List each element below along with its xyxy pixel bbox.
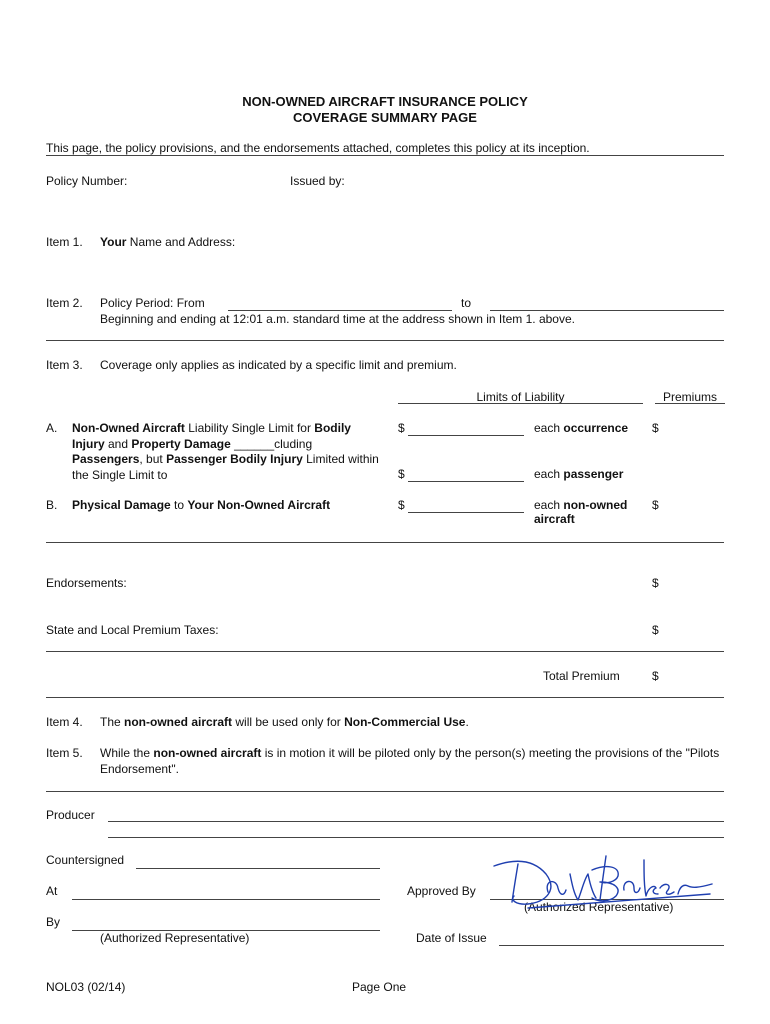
coverage-b-limit-field[interactable] bbox=[408, 512, 524, 513]
issued-by-label: Issued by: bbox=[290, 174, 345, 188]
coverage-a-passenger-dollar: $ bbox=[398, 467, 405, 481]
item5-number: Item 5. bbox=[46, 746, 83, 760]
form-number: NOL03 (02/14) bbox=[46, 980, 126, 994]
item1-number: Item 1. bbox=[46, 235, 83, 249]
each-occurrence-label: each occurrence bbox=[534, 421, 629, 435]
coverage-a-letter: A. bbox=[46, 421, 58, 435]
limits-header: Limits of Liability bbox=[476, 390, 565, 404]
premiums-header-underline bbox=[655, 403, 725, 404]
approved-by-label: Approved By bbox=[407, 884, 476, 898]
policy-period-from-field[interactable] bbox=[228, 310, 452, 311]
divider bbox=[46, 340, 724, 341]
coverage-a-premium-dollar: $ bbox=[652, 421, 659, 435]
item3-text: Coverage only applies as indicated by a specific limit and premium. bbox=[100, 358, 457, 372]
item4-number: Item 4. bbox=[46, 715, 83, 729]
each-passenger-label: each passenger bbox=[534, 467, 624, 481]
divider bbox=[46, 697, 724, 698]
coverage-b-premium-dollar: $ bbox=[652, 498, 659, 512]
taxes-label: State and Local Premium Taxes: bbox=[46, 623, 219, 637]
at-field[interactable] bbox=[72, 899, 380, 900]
endorsements-dollar: $ bbox=[652, 576, 659, 590]
by-label: By bbox=[46, 915, 61, 929]
total-premium-label: Total Premium bbox=[543, 669, 620, 683]
intro-text: This page, the policy provisions, and the endorsements attached, completes this policy at its inception. bbox=[46, 141, 590, 155]
document-title: NON-OWNED AIRCRAFT INSURANCE POLICY bbox=[242, 94, 528, 109]
each-non-owned-aircraft-label: each non-owned aircraft bbox=[534, 498, 628, 526]
coverage-b-dollar: $ bbox=[398, 498, 405, 512]
countersigned-field[interactable] bbox=[136, 868, 380, 869]
taxes-dollar: $ bbox=[652, 623, 659, 637]
authorized-representative-right: (Authorized Representative) bbox=[524, 900, 674, 914]
coverage-a-passenger-limit-field[interactable] bbox=[408, 481, 524, 482]
policy-period-from-label: Policy Period: From bbox=[100, 296, 205, 310]
divider bbox=[46, 791, 724, 792]
item2-number: Item 2. bbox=[46, 296, 83, 310]
divider bbox=[46, 155, 724, 156]
date-of-issue-label: Date of Issue bbox=[416, 931, 487, 945]
coverage-b-description: Physical Damage to Your Non-Owned Aircraft bbox=[72, 498, 331, 512]
policy-period-to-field[interactable] bbox=[490, 310, 724, 311]
signature-image bbox=[488, 850, 718, 915]
divider bbox=[46, 651, 724, 652]
policy-period-description: Beginning and ending at 12:01 a.m. standard time at the address shown in Item 1. above. bbox=[100, 312, 575, 326]
page-number: Page One bbox=[352, 980, 407, 994]
endorsements-label: Endorsements: bbox=[46, 576, 127, 590]
coverage-a-description: Non-Owned Aircraft Liability Single Limit for Bodily Injury and Property Damage ______cluding Passengers, but Passenger Bodily Injury Limited within the Single Limit to bbox=[72, 421, 379, 482]
authorized-representative-left: (Authorized Representative) bbox=[100, 931, 250, 945]
item4-text: The non-owned aircraft will be used only for Non-Commercial Use. bbox=[100, 715, 469, 729]
date-of-issue-field[interactable] bbox=[499, 945, 724, 946]
limits-header-underline bbox=[398, 403, 643, 404]
producer-field-line2[interactable] bbox=[108, 837, 724, 838]
countersigned-label: Countersigned bbox=[46, 853, 125, 867]
policy-number-label: Policy Number: bbox=[46, 174, 128, 188]
coverage-a-occurrence-limit-field[interactable] bbox=[408, 435, 524, 436]
producer-field-line1[interactable] bbox=[108, 821, 724, 822]
policy-period-to-label: to bbox=[461, 296, 472, 310]
total-premium-dollar: $ bbox=[652, 669, 659, 683]
producer-label: Producer bbox=[46, 808, 95, 822]
at-label: At bbox=[46, 884, 58, 898]
premiums-header: Premiums bbox=[662, 390, 717, 404]
item1-text: Your Name and Address: bbox=[100, 235, 236, 249]
item5-text: While the non-owned aircraft is in motion it will be piloted only by the person(s) meeting the provisions of the "Pilots Endorsement". bbox=[100, 746, 720, 776]
coverage-b-letter: B. bbox=[46, 498, 58, 512]
item3-number: Item 3. bbox=[46, 358, 83, 372]
divider bbox=[46, 542, 724, 543]
document-subtitle: COVERAGE SUMMARY PAGE bbox=[293, 110, 477, 125]
coverage-a-occurrence-dollar: $ bbox=[398, 421, 405, 435]
